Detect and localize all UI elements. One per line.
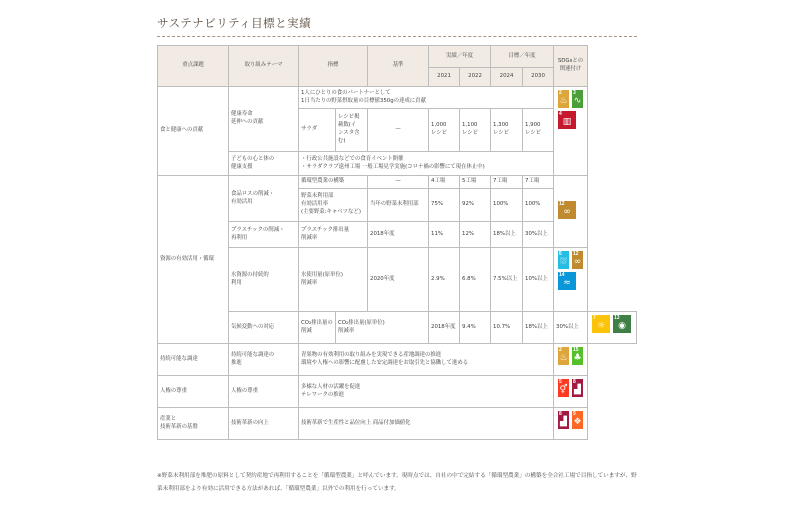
sdg-7-icon: 7 ☼ [592, 315, 610, 333]
sdg-cell-resource-12 [554, 176, 588, 248]
food-loss-basis: 当年の野菜未利用部 [368, 189, 429, 222]
theme-co2: CO₂排出量の削減 [299, 312, 336, 344]
co2-2021: 9.4% [460, 312, 491, 344]
issue-innovation: 産業と 技術革新の基盤 [158, 408, 229, 440]
co2-2022: 10.7% [491, 312, 523, 344]
header-theme: 取り組みテーマ [229, 46, 299, 87]
procurement-description: 青果物の有効利用の取り組みを実現できる産地調達の推進 環境や人権への影響に配慮した安定調達をお取引先と協働して進める [299, 344, 554, 376]
child-health-description: ・行政公共施設などでの食育イベント開催 ・サラダクラブ遠州工場 一般工場見学実施(コロナ禍の影響にて現在休止中) [299, 152, 554, 176]
sdg-4-icon: 4 ▥ [558, 111, 576, 129]
sdg-cell-human-rights [554, 376, 588, 408]
circular-2024: 7工場 [491, 176, 523, 189]
header-2030: 2030 [523, 68, 554, 87]
sustainability-table [157, 45, 637, 440]
title-divider [157, 36, 637, 37]
plastic-2021: 11% [429, 222, 460, 248]
sdg-cell-procurement [554, 344, 588, 376]
human-rights-description: 多様な人材の活躍を促進 テレワークの推進 [299, 376, 554, 408]
sdg-cell-water [554, 248, 588, 312]
theme-child-health: 子どもの心と体の 健康支援 [229, 152, 299, 176]
sdg-6-icon: 6 ⛆ [559, 251, 568, 267]
health-2030: 1,900 レシピ [523, 109, 554, 152]
health-2022: 1,100 レシピ [460, 109, 491, 152]
sdg-5-icon: 5 ⚥ [559, 379, 568, 395]
water-2024: 7.5%以上 [491, 248, 523, 312]
indicator-water: 水使用量(原単位) 削減率 [299, 248, 368, 312]
sdg-12-icon: 12 ∞ [558, 201, 576, 219]
indicator-plastic: プラスチック排出量 削減率 [299, 222, 368, 248]
indicator-food-loss: 野菜未利用部 有効活用率 (主要野菜:キャベツなど) [299, 189, 368, 222]
header-issue: 重点課題 [158, 46, 229, 87]
indicator-recipes: レシピ掲 載数(イ ンスタ含 む) [336, 109, 368, 152]
theme-innovation: 技術革新の向上 [229, 408, 299, 440]
sdg-2b-icon: 2 ♨ [559, 347, 568, 363]
food-loss-2022: 92% [460, 189, 491, 222]
header-targets: 目標／年度 [491, 46, 554, 68]
indicator-salad: サラダ [299, 109, 336, 152]
header-results: 実績／年度 [429, 46, 491, 68]
header-sdgs: SDGsとの関連付け [554, 46, 588, 87]
food-loss-2024: 100% [491, 189, 523, 222]
sdg-cell-climate [588, 312, 637, 344]
theme-human-rights: 人権の尊重 [229, 376, 299, 408]
header-2022: 2022 [460, 68, 491, 87]
health-2024: 1,300 レシピ [491, 109, 523, 152]
issue-resource: 資源の有効活用・循環 [158, 176, 229, 344]
health-2021: 1,000 レシピ [429, 109, 460, 152]
issue-procurement: 持続可能な調達 [158, 344, 229, 376]
sdg-12b-icon: 12 ∞ [573, 251, 582, 267]
sdg-14-icon: 14 ≈ [558, 272, 576, 290]
sdg-8b-icon: 8 ▟ [558, 411, 569, 429]
innovation-description: 技術革新で生産性と品位向上 商品付加価値化 [299, 408, 554, 440]
plastic-2024: 18%以上 [491, 222, 523, 248]
indicator-co2: CO₂排出量(原単位) 削減率 [336, 312, 429, 344]
theme-healthy-life: 健康寿命 延伸への貢献 [229, 87, 299, 152]
issue-human-rights: 人権の尊重 [158, 376, 229, 408]
water-2021: 2.9% [429, 248, 460, 312]
sdg-8-icon: 8 ▟ [572, 379, 583, 397]
header-2024: 2024 [491, 68, 523, 87]
sdg-9-icon: 9 ❖ [573, 411, 582, 427]
water-2030: 10%以上 [523, 248, 554, 312]
theme-water: 水資源の持続的 利用 [229, 248, 299, 312]
header-basis: 基準 [368, 46, 429, 87]
sdg-13-icon: 13 ◉ [613, 315, 631, 333]
water-basis: 2020年度 [368, 248, 429, 312]
circular-2021: 4工場 [429, 176, 460, 189]
health-basis: — [368, 109, 429, 152]
header-indicator: 指標 [299, 46, 368, 87]
sdg-cell-innovation [554, 408, 588, 440]
circular-basis: — [368, 176, 429, 189]
sdg-3-icon: 3 ∿ [573, 90, 582, 106]
sdg-15-icon: 15 ♣ [573, 347, 582, 363]
footnote: ※野菜未利用部を堆肥の原料として契約産地で再利用することを「循環型農業」と呼んでいます。現時点では、自社の中で完結する「循環型農業」の構築を全合社工場で目指していますが、野菜未利用部をより有効に活用できる方法があれば、「循環型農業」以外での利用を行っています。 [157, 473, 637, 492]
circular-2030: 7工場 [523, 176, 554, 189]
co2-basis: 2018年度 [429, 312, 460, 344]
sdg-2-icon: 2 ♨ [559, 90, 568, 106]
plastic-2022: 12% [460, 222, 491, 248]
co2-2024: 18%以上 [523, 312, 554, 344]
page-title: サステナビリティ目標と実績 [157, 16, 312, 30]
issue-health: 食と健康への貢献 [158, 87, 229, 176]
indicator-circular: 循環型農業の構築 [299, 176, 368, 189]
plastic-2030: 30%以上 [523, 222, 554, 248]
water-2022: 6.8% [460, 248, 491, 312]
issue-climate: 気候変動への対応 [229, 312, 299, 344]
co2-2030: 30%以上 [554, 312, 588, 344]
circular-2022: 5工場 [460, 176, 491, 189]
theme-plastic: プラスチックの削減・ 再利用 [229, 222, 299, 248]
header-2021: 2021 [429, 68, 460, 87]
food-loss-2030: 100% [523, 189, 554, 222]
theme-procurement: 持続可能な調達の 推進 [229, 344, 299, 376]
health-description: 1人にひとりの食のパートナーとして 1日当たりの野菜摂取量の目標値350gの達成に貢献 [299, 87, 554, 109]
theme-food-loss: 食品ロスの削減・ 有効活用 [229, 176, 299, 222]
plastic-basis: 2018年度 [368, 222, 429, 248]
sdg-cell-health [554, 87, 588, 176]
food-loss-2021: 75% [429, 189, 460, 222]
